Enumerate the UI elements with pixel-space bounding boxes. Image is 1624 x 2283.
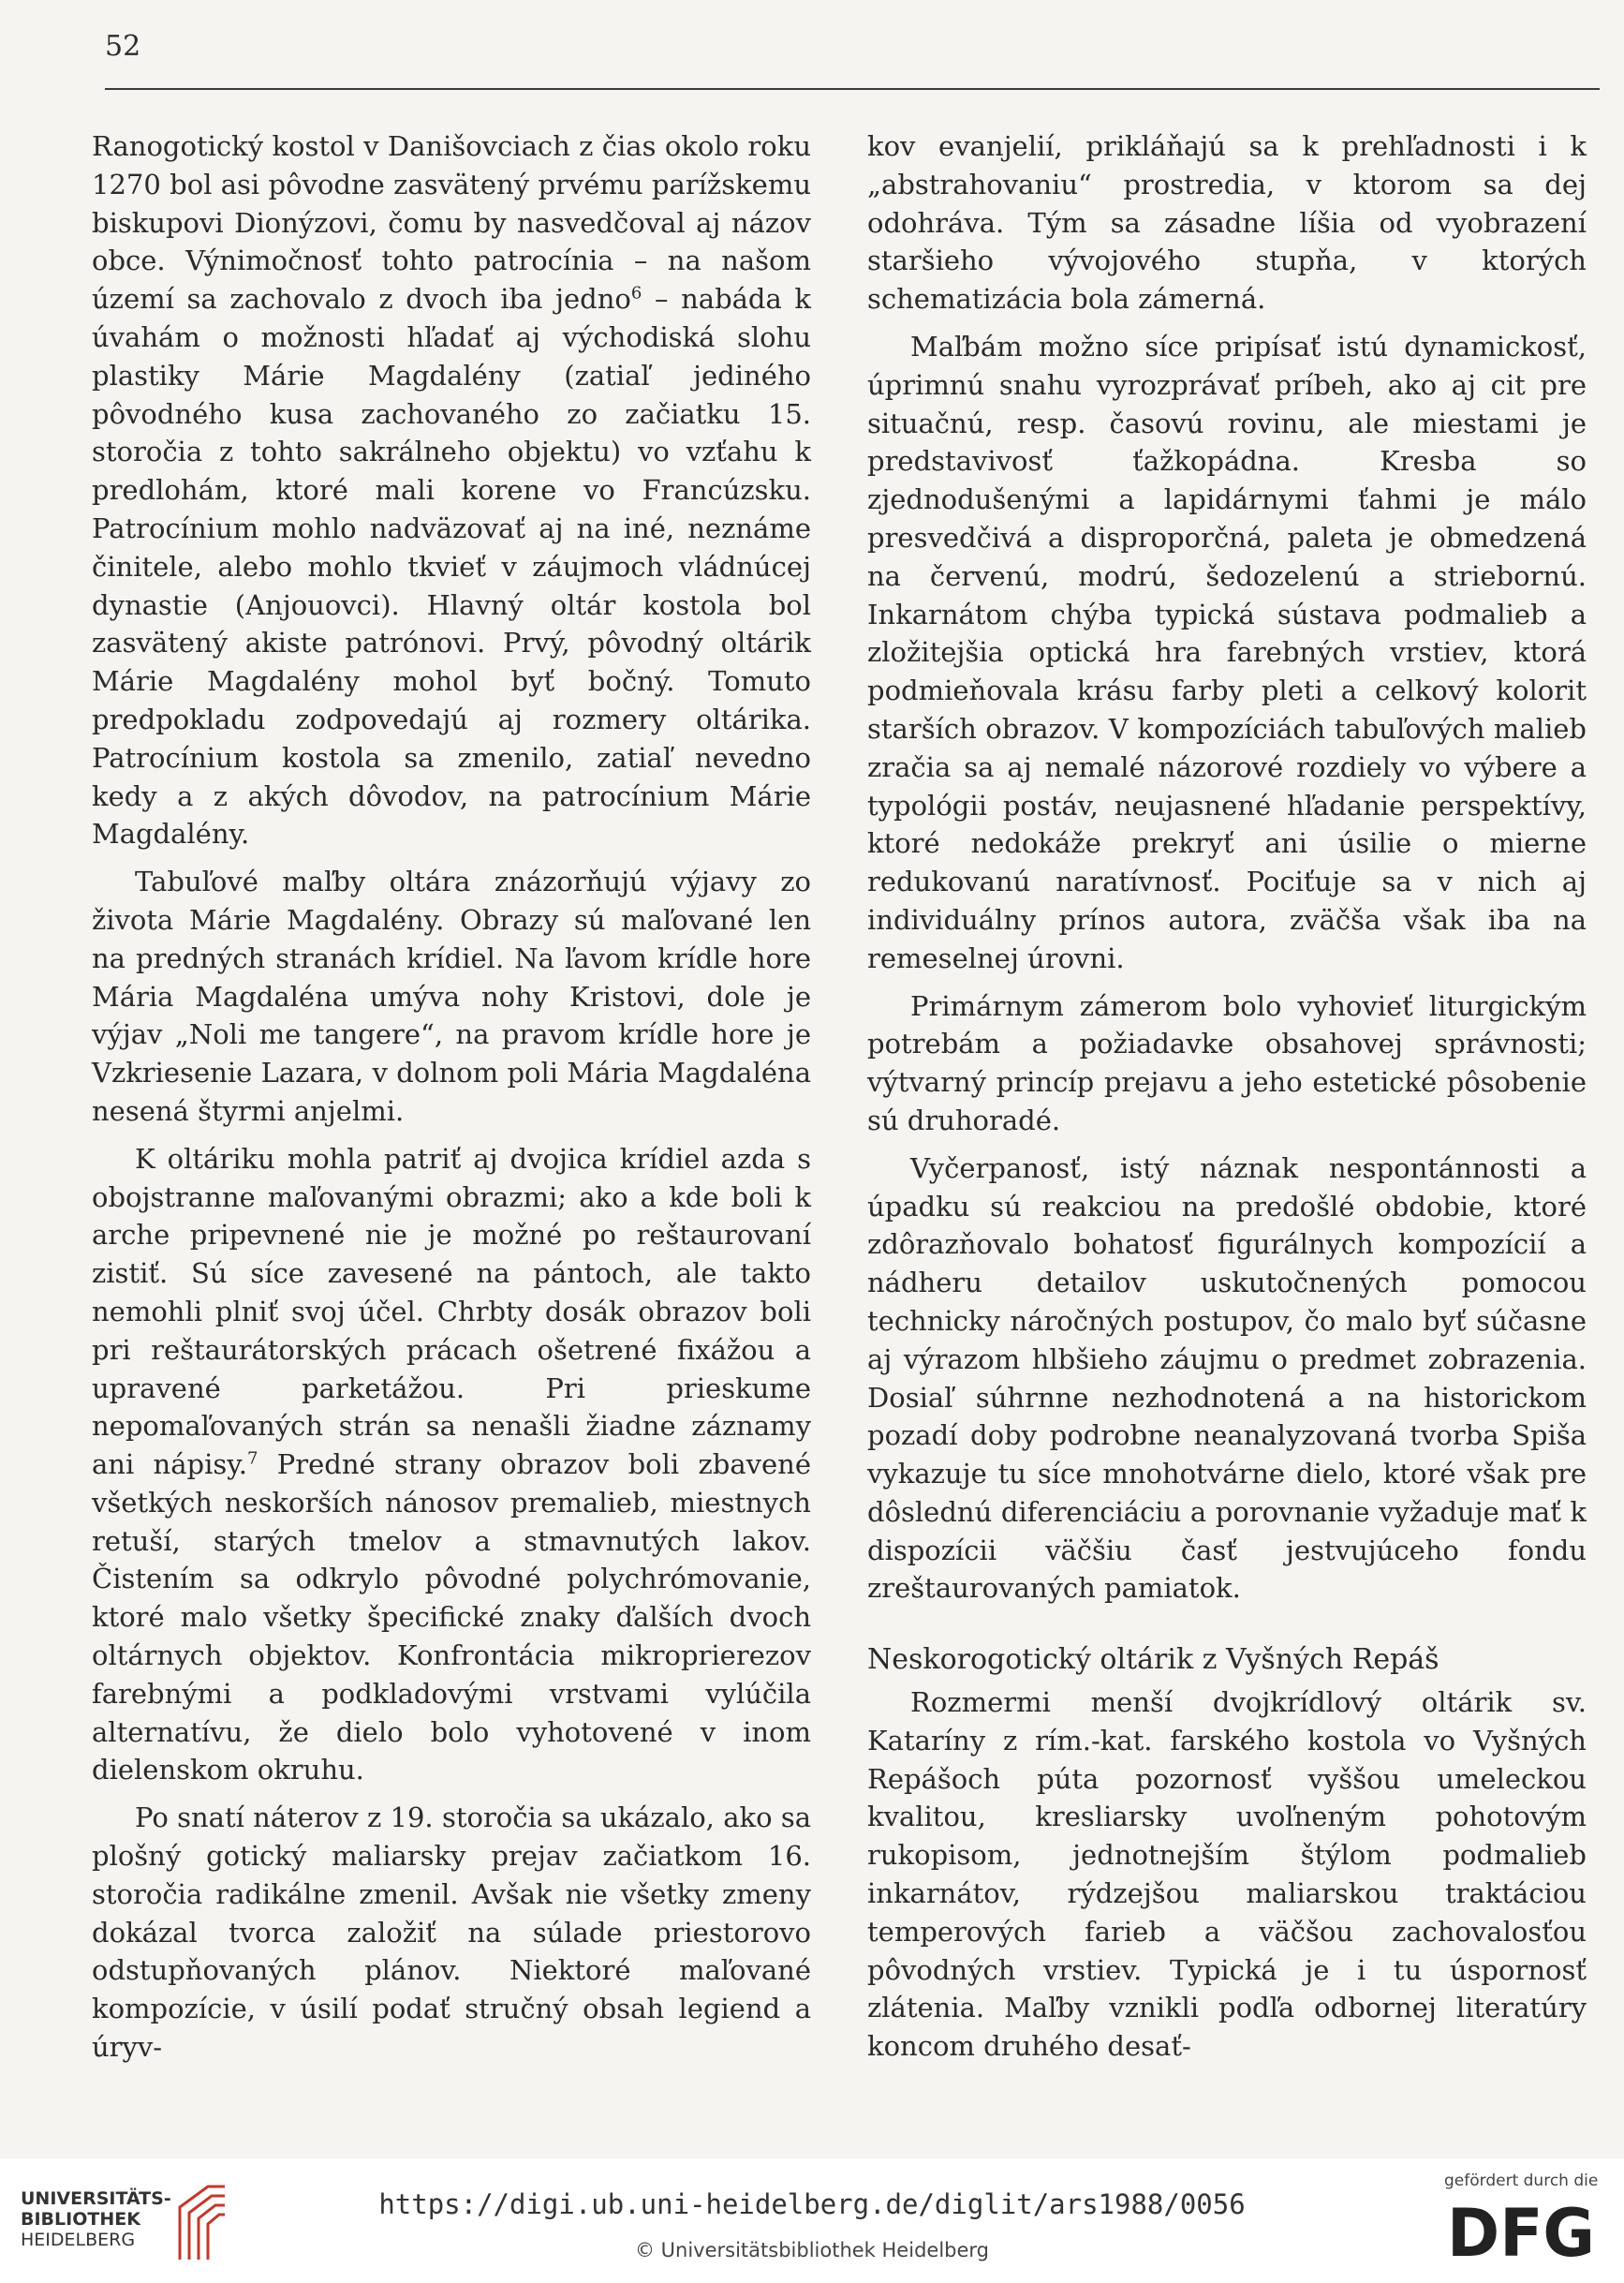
paragraph: Rozmermi menší dvojkrídlový oltárik sv. Kataríny z rím.-kat. farského kostola vo Vyšných Repášoch púta pozornosť vyššou umeleckou kvalitou, kresliarsky uvoľneným pohotovým rukopisom, jednotnejším štýlom podmalieb inkarnátov, rýdzejšou maliarskou traktáciou temperových farieb a väčšou zachovalosťou pôvodných vrstiev. Typická je i tu úspornosť zlátenia. Maľby vznikli podľa odbornej literatúry koncom druhého desať- bbox=[867, 1686, 1587, 2063]
dfg-caption: gefördert durch die bbox=[1444, 2172, 1599, 2190]
copyright-notice: © Universitätsbibliothek Heidelberg bbox=[634, 2239, 989, 2261]
paragraph: Vyčerpanosť, istý náznak nespontánnosti a úpadku sú reakciou na predošlé obdobie, ktoré zdôrazňovalo bohatosť figurálnych kompozícií a nádheru detailov uskutočnených pomocou technicky náročných postupov, čo malo byť súčasne aj výrazom hlbšieho záujmu o predmet zobrazenia. Dosiaľ súhrnne nezhodnotená a na historickom pozadí doby podrobne neanalyzovaná tvorba Spiša vykazuje tu síce mnohotvárne dielo, ktoré však pre dôslednú diferenciáciu a porovnanie vyžaduje mať k dispozícii väčšiu časť jestvujúceho fondu zreštaurovaných pamiatok. bbox=[867, 1151, 1587, 1605]
dfg-logo-text: DFG bbox=[1447, 2196, 1595, 2265]
left-column bbox=[92, 127, 811, 2076]
library-name-line2: BIBLIOTHEK bbox=[21, 2209, 140, 2230]
dfg-logo[interactable] bbox=[1447, 2196, 1597, 2265]
library-name-line1: UNIVERSITÄTS- bbox=[21, 2188, 171, 2209]
paragraph: Primárnym zámerom bolo vyhovieť liturgickým potrebám a požiadavke obsahovej správnosti; výtvarný princíp prejavu a jeho estetické pôsobenie sú druhoradé. bbox=[867, 989, 1587, 1136]
footnote-ref[interactable]: 7 bbox=[246, 1448, 258, 1469]
paragraph: Tabuľové maľby oltára znázorňujú výjavy zo života Márie Magdalény. Obrazy sú maľované len na predných stranách krídiel. Na ľavom krídle hore Mária Magdaléna umýva nohy Kristovi, dole je výjav „Noli me tangere“, na pravom krídle hore je Vzkriesenie Lazara, v dolnom poli Mária Magdaléna nesená štyrmi anjelmi. bbox=[92, 866, 811, 1127]
paragraph: kov evanjelií, prikláňajú sa k prehľadnosti i k „abstrahovaniu“ prostredia, v ktorom sa dej odohráva. Tým sa zásadne líšia od vyobrazení staršieho vývojového stupňa, v ktorých schematizácia bola zámerná. bbox=[867, 130, 1587, 316]
section-heading: Neskorogotický oltárik z Vyšných Repáš bbox=[867, 1643, 1439, 1677]
footnote-ref[interactable]: 6 bbox=[630, 283, 642, 304]
header-rule bbox=[105, 88, 1600, 90]
right-column bbox=[867, 127, 1587, 2075]
paragraph: Ranogotický kostol v Danišovciach z čias okolo roku 1270 bol asi pôvodne zasvätený prvému parížskemu biskupovi Dionýzovi, čomu by nasvedčoval aj názov obce. Výnimočnosť tohto patrocínia – na našom území sa zachovalo z dvoch iba jedno$^6$ – nabáda k úvahám o možnosti hľadať aj východiská slohu plastiky Márie Magdalény (zatiaľ jediného pôvodného kusa zachovaného zo začiatku 15. storočia z tohto sakrálneho objektu) vo vzťahu k predlohám, ktoré mali korene vo Francúzsku. Patrocínium mohlo nadväzovať aj na iné, neznáme činitele, alebo mohlo tkvieť v záujmoch vládnúcej dynastie (Anjouovci). Hlavný oltár kostola bol zasvätený akiste patrónovi. Prvý, pôvodný oltárik Márie Magdalény mohol byť bočný. Tomuto predpokladu zodpovedajú aj rozmery oltárika. Patrocínium kostola sa zmenilo, zatiaľ nevedno kedy a z akých dôvodov, na patrocínium Márie Magdalény. bbox=[92, 130, 811, 851]
library-name-line3: HEIDELBERG bbox=[21, 2230, 136, 2250]
paragraph: K oltáriku mohla patriť aj dvojica krídiel azda s obojstranne maľovanými obrazmi; ako a kde boli k arche pripevnené nie je možné po reštaurovaní zistiť. Sú síce zavesené na pántoch, ale takto nemohli plniť svoj účel. Chrbty dosák obrazov boli pri reštaurátorských prácach ošetrené fixážou a upravené parketážou. Pri prieskume nepomaľovaných strán sa nenašli žiadne záznamy ani nápisy.$^7$ Predné strany obrazov boli zbavené všetkých neskorších nánosov premalieb, miestnych retuší, starých tmelov a stmavnutých lakov. Čistením sa odkrylo pôvodné polychrómovanie, ktoré malo všetky špecifické znaky ďalších dvoch oltárnych objektov. Konfrontácia mikroprierezov farebnými a podkladovými vrstvami vylúčila alternatívu, že dielo bolo vyhotovené v inom dielenskom okruhu. bbox=[92, 1142, 811, 1786]
document-url[interactable]: https://digi.ub.uni-heidelberg.de/diglit/ars1988/0056 bbox=[378, 2188, 1246, 2220]
page-number: 52 bbox=[105, 30, 141, 63]
footer-bar bbox=[0, 2158, 1624, 2283]
paragraph: Po snatí náterov z 19. storočia sa ukázalo, ako sa plošný gotický maliarsky prejav začiatkom 16. storočia radikálne zmenil. Avšak nie všetky zmeny dokázal tvorca založiť na súlade priestorovo odstupňovaných plánov. Niektoré maľované kompozície, v úsilí podať stručný obsah legiend a úryv- bbox=[92, 1801, 811, 2064]
paragraph: Maľbám možno síce pripísať istú dynamickosť, úprimnú snahu vyrozprávať príbeh, ako aj cit pre situačnú, resp. časovú rovinu, ale miestami je predstavivosť ťažkopádna. Kresba so zjednodušenými a lapidárnymi ťahmi je málo presvedčivá a disproporčná, paleta je obmedzená na červenú, modrú, šedozelenú a striebornú. Inkarnátom chýba typická sústava podmalieb a zložitejšia optická hra farebných vrstiev, ktorá podmieňovala krásu farby pleti a celkový kolorit starších obrazov. V kompozíciách tabuľových malieb zračia sa aj nemalé názorové rozdiely vo výbere a typológii postáv, neujasnené hľadanie perspektívy, ktoré nedokáže prekryť ani úsilie o mierne redukovanú naratívnosť. Pociťuje sa v nich aj individuálny prínos autora, zväčša však iba na remeselnej úrovni. bbox=[867, 330, 1587, 974]
